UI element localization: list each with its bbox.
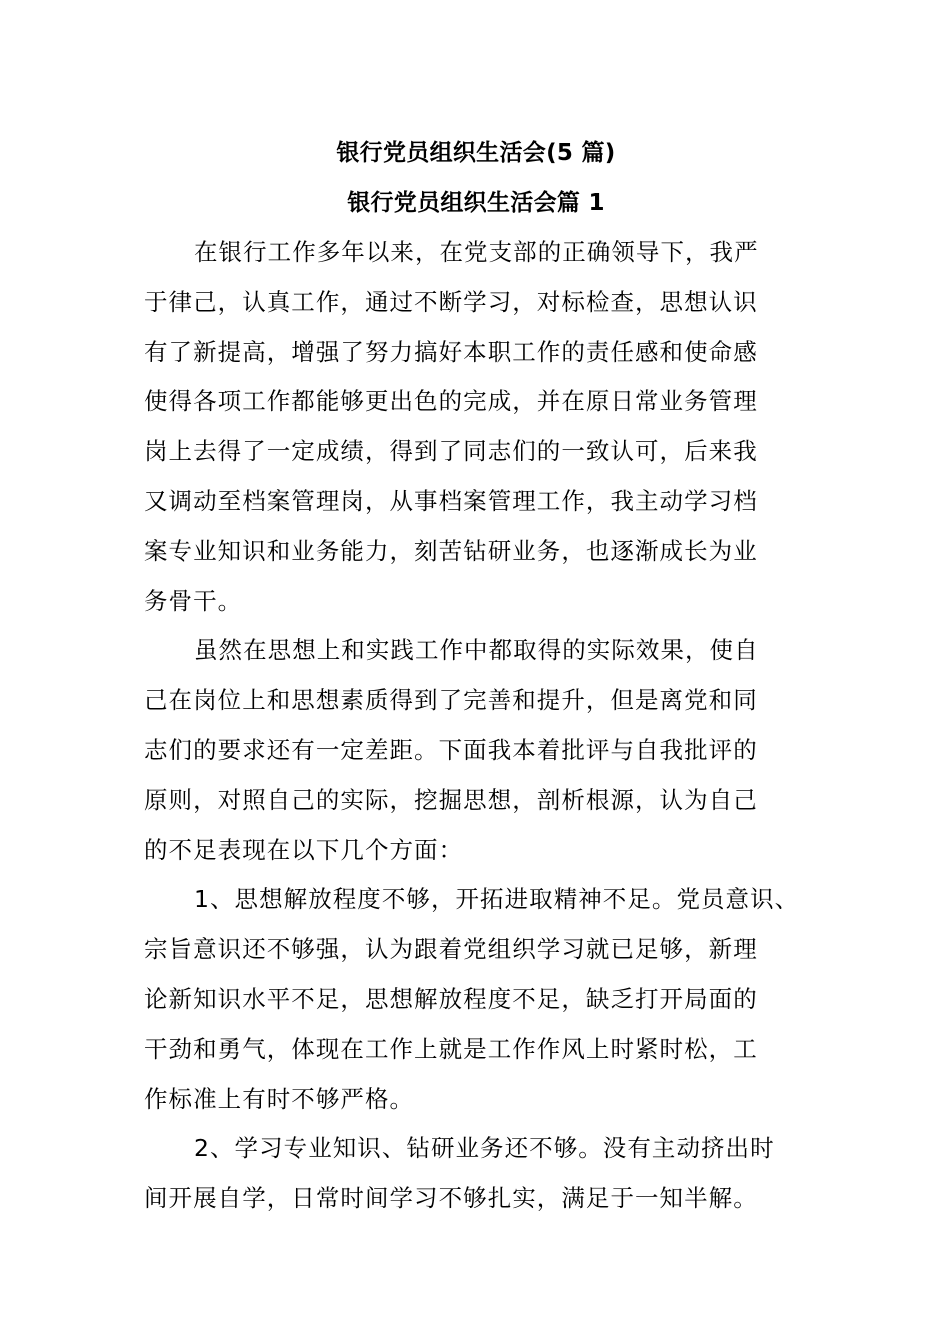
paragraph-line: 的不足表现在以下几个方面： — [144, 835, 464, 864]
paragraph-line: 案专业知识和业务能力，刻苦钻研业务，也逐渐成长为业 — [144, 536, 758, 565]
paragraph-line: 宗旨意识还不够强，认为跟着党组织学习就已足够，新理 — [144, 935, 758, 964]
document-body — [144, 128, 808, 1224]
paragraph-line: 论新知识水平不足，思想解放程度不足，缺乏打开局面的 — [144, 984, 758, 1013]
paragraph-line: 1、思想解放程度不够，开拓进取精神不足。党员意识、 — [194, 885, 800, 914]
paragraph-point-2 — [144, 1124, 808, 1224]
paragraph-line: 在银行工作多年以来，在党支部的正确领导下，我严 — [194, 238, 759, 266]
paragraph-point-1 — [144, 875, 808, 1124]
paragraph-line: 务骨干。 — [144, 586, 243, 615]
paragraph-line: 虽然在思想上和实践工作中都取得的实际效果，使自 — [194, 636, 759, 665]
paragraph-line: 原则，对照自己的实际，挖掘思想，剖析根源，认为自己 — [144, 785, 758, 814]
document-title: 银行党员组织生活会(5 篇) — [336, 140, 616, 166]
paragraph-line: 于律己，认真工作，通过不断学习，对标检查，思想认识 — [144, 287, 758, 316]
paragraph-line: 志们的要求还有一定差距。下面我本着批评与自我批评的 — [144, 735, 758, 764]
paragraph-line: 己在岗位上和思想素质得到了完善和提升，但是离党和同 — [144, 686, 758, 715]
paragraph-intro — [144, 228, 808, 626]
paragraph-line: 有了新提高，增强了努力搞好本职工作的责任感和使命感 — [144, 337, 758, 366]
section-heading: 银行党员组织生活会篇 1 — [347, 190, 605, 216]
paragraph-line: 使得各项工作都能够更出色的完成，并在原日常业务管理 — [144, 387, 758, 416]
paragraph-shortcomings-intro — [144, 626, 808, 875]
paragraph-line: 作标准上有时不够严格。 — [144, 1084, 415, 1113]
paragraph-line: 间开展自学，日常时间学习不够扎实，满足于一知半解。 — [144, 1184, 758, 1213]
paragraph-line: 又调动至档案管理岗，从事档案管理工作，我主动学习档 — [144, 486, 758, 515]
paragraph-line: 2、学习专业知识、钻研业务还不够。没有主动挤出时 — [194, 1134, 775, 1163]
paragraph-line: 干劲和勇气，体现在工作上就是工作作风上时紧时松，工 — [144, 1034, 758, 1063]
paragraph-line: 岗上去得了一定成绩，得到了同志们的一致认可，后来我 — [144, 437, 758, 466]
